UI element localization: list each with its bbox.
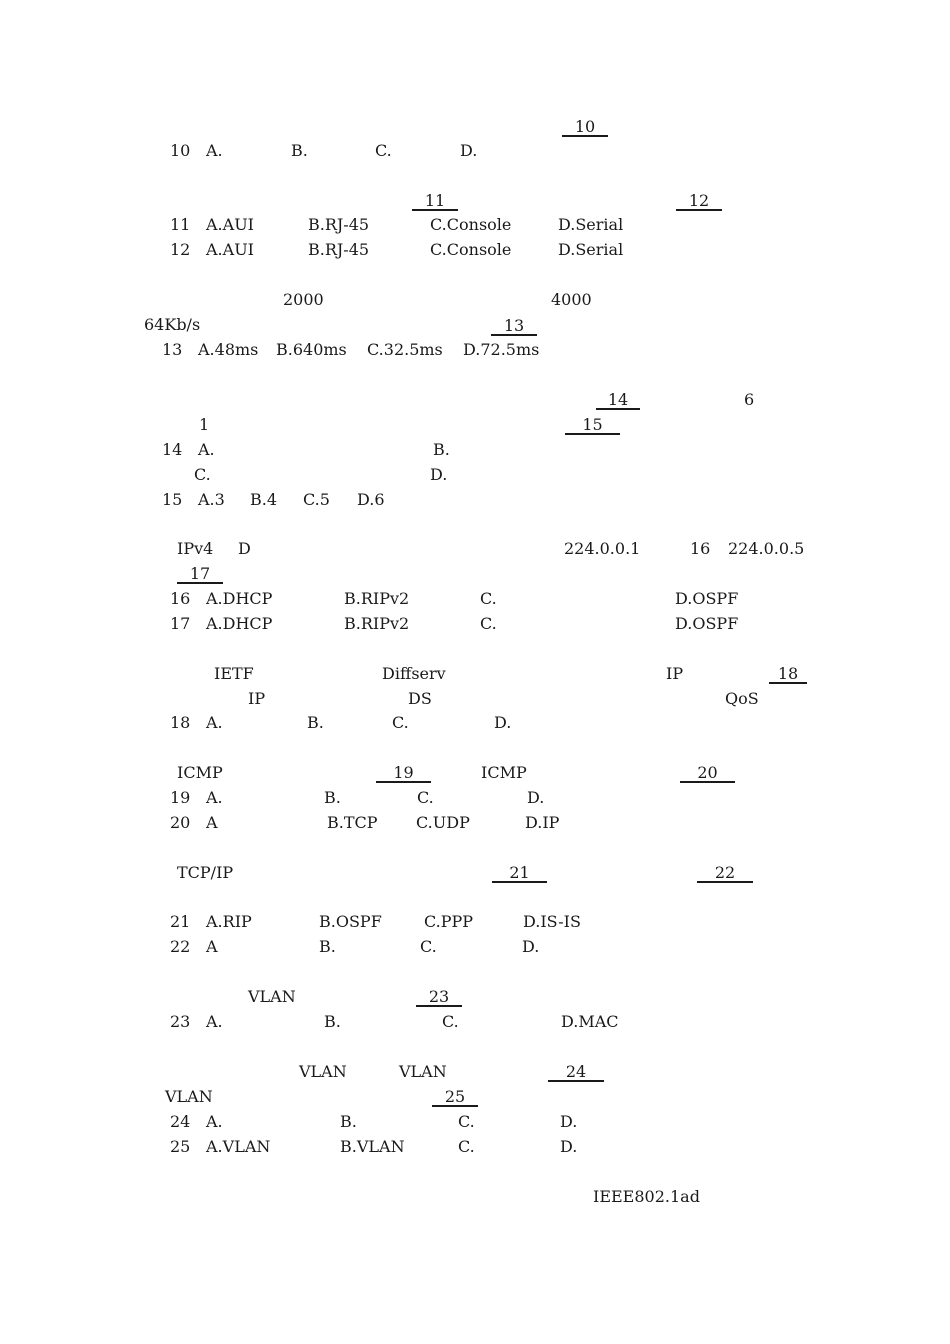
option-d: D.IP	[525, 813, 560, 832]
question-number: 20	[170, 813, 191, 832]
option-b: B.	[307, 713, 324, 732]
option-c: C.	[420, 937, 437, 956]
option-d: D.	[460, 141, 478, 160]
answer-blank-13: 13	[491, 316, 537, 336]
answer-blank-11: 11	[412, 191, 458, 211]
answer-blank-10: 10	[562, 117, 608, 137]
question-number: 18	[170, 713, 191, 732]
option-c: C.	[417, 788, 434, 807]
answer-blank-23: 23	[416, 987, 462, 1007]
diffserv-label: Diffserv	[382, 664, 446, 683]
value-2000: 2000	[283, 290, 324, 309]
vlan-label: VLAN	[248, 987, 296, 1006]
option-d: D.	[560, 1112, 578, 1131]
option-c: C.	[442, 1012, 459, 1031]
option-b: B.TCP	[327, 813, 378, 832]
option-d: D.Serial	[558, 215, 624, 234]
question-number: 11	[170, 215, 191, 234]
option-b: B.VLAN	[340, 1137, 405, 1156]
option-a: A.48ms	[198, 340, 259, 359]
option-a: A.	[206, 788, 223, 807]
option-d: D.6	[357, 490, 385, 509]
value-4000: 4000	[551, 290, 592, 309]
class-d-label: D	[238, 539, 251, 558]
option-b: B.640ms	[276, 340, 347, 359]
option-c: C.	[480, 614, 497, 633]
question-number: 12	[170, 240, 191, 259]
option-c: C.PPP	[424, 912, 474, 931]
option-c: C.	[392, 713, 409, 732]
option-b: B.	[319, 937, 336, 956]
option-c: C.	[458, 1112, 475, 1131]
answer-blank-15: 15	[565, 415, 620, 435]
question-number: 23	[170, 1012, 191, 1031]
answer-blank-14: 14	[596, 390, 640, 410]
rate-value: 64Kb/s	[144, 315, 201, 334]
option-d: D.72.5ms	[463, 340, 540, 359]
question-number: 24	[170, 1112, 191, 1131]
option-b: B.RJ-45	[308, 240, 370, 259]
option-b: B.	[433, 440, 450, 459]
qos-label: QoS	[725, 689, 759, 708]
option-d: D.OSPF	[675, 614, 739, 633]
option-c: C.	[194, 465, 211, 484]
question-number: 14	[162, 440, 183, 459]
value-six: 6	[744, 390, 755, 409]
question-number: 13	[162, 340, 183, 359]
answer-ref-16: 16	[690, 539, 711, 558]
option-b: B.	[324, 788, 341, 807]
option-a: A.AUI	[206, 240, 254, 259]
question-number: 25	[170, 1137, 191, 1156]
option-c: C.	[375, 141, 392, 160]
option-a: A.	[198, 440, 215, 459]
value-one: 1	[199, 415, 210, 434]
option-a: A.	[206, 1112, 223, 1131]
icmp-label: ICMP	[177, 763, 223, 782]
answer-blank-22: 22	[697, 863, 753, 883]
option-d: D.	[522, 937, 540, 956]
ietf-label: IETF	[214, 664, 254, 683]
option-b: B.RIPv2	[344, 614, 410, 633]
option-c: C.Console	[430, 215, 512, 234]
option-c: C.	[458, 1137, 475, 1156]
tcpip-label: TCP/IP	[177, 863, 234, 882]
question-number: 22	[170, 937, 191, 956]
option-d: D.	[527, 788, 545, 807]
option-b: B.	[324, 1012, 341, 1031]
option-a: A.RIP	[206, 912, 252, 931]
ipv4-label: IPv4	[177, 539, 214, 558]
option-d: D.MAC	[561, 1012, 619, 1031]
option-a: A	[206, 813, 218, 832]
multicast-address-2: 224.0.0.5	[728, 539, 805, 558]
option-a: A.AUI	[206, 215, 254, 234]
option-a: A.3	[198, 490, 225, 509]
option-a: A.VLAN	[206, 1137, 271, 1156]
question-number: 19	[170, 788, 191, 807]
option-d: D.OSPF	[675, 589, 739, 608]
ip-label: IP	[248, 689, 266, 708]
question-number: 10	[170, 141, 191, 160]
option-c: C.5	[303, 490, 330, 509]
answer-blank-20: 20	[680, 763, 735, 783]
answer-blank-24: 24	[548, 1062, 604, 1082]
icmp-label: ICMP	[481, 763, 527, 782]
answer-blank-12: 12	[676, 191, 722, 211]
option-a: A.	[206, 141, 223, 160]
option-d: D.Serial	[558, 240, 624, 259]
question-number: 17	[170, 614, 191, 633]
ip-label: IP	[666, 664, 684, 683]
vlan-label: VLAN	[299, 1062, 347, 1081]
option-c: C.	[480, 589, 497, 608]
option-b: B.RIPv2	[344, 589, 410, 608]
vlan-label: VLAN	[399, 1062, 447, 1081]
option-c: C.Console	[430, 240, 512, 259]
option-d: D.IS-IS	[523, 912, 581, 931]
ieee-standard-label: IEEE802.1ad	[593, 1187, 700, 1206]
option-b: B.	[291, 141, 308, 160]
question-number: 21	[170, 912, 191, 931]
option-c: C.32.5ms	[367, 340, 443, 359]
option-a: A.	[206, 713, 223, 732]
vlan-label: VLAN	[165, 1087, 213, 1106]
option-b: B.OSPF	[319, 912, 382, 931]
answer-blank-25: 25	[432, 1087, 478, 1107]
answer-blank-21: 21	[492, 863, 547, 883]
option-d: D.	[494, 713, 512, 732]
option-d: D.	[430, 465, 448, 484]
option-c: C.UDP	[416, 813, 470, 832]
option-a: A	[206, 937, 218, 956]
option-a: A.DHCP	[206, 614, 273, 633]
question-number: 16	[170, 589, 191, 608]
answer-blank-18: 18	[769, 664, 807, 684]
option-a: A.DHCP	[206, 589, 273, 608]
answer-blank-19: 19	[376, 763, 431, 783]
multicast-address-1: 224.0.0.1	[564, 539, 641, 558]
option-b: B.	[340, 1112, 357, 1131]
option-d: D.	[560, 1137, 578, 1156]
option-a: A.	[206, 1012, 223, 1031]
option-b: B.4	[250, 490, 278, 509]
ds-label: DS	[408, 689, 432, 708]
option-b: B.RJ-45	[308, 215, 370, 234]
question-number: 15	[162, 490, 183, 509]
answer-blank-17: 17	[177, 564, 223, 584]
